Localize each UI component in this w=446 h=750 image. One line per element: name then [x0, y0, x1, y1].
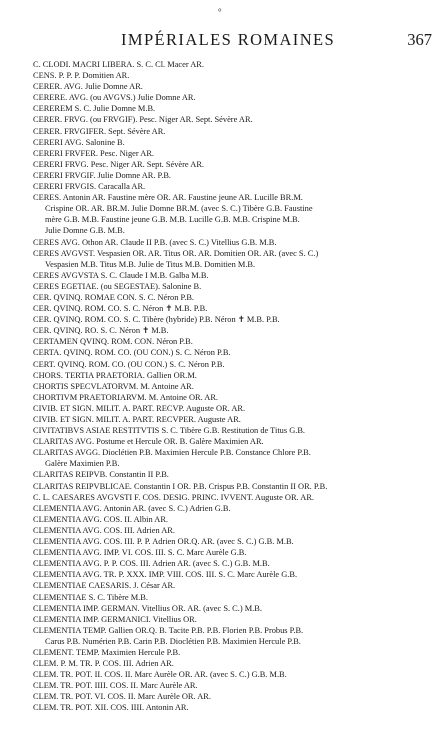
entry: CHORTIS SPECVLATORVM. M. Antoine AR.	[33, 381, 194, 391]
entry: CERERI AVG. Salonine B.	[33, 137, 125, 147]
entry: CER. QVINQ. ROM. CO. S. C. Néron ✝ M.B. P.B.	[33, 304, 208, 314]
entry: CLEMENT. TEMP. Maximien Hercule P.B.	[33, 647, 181, 657]
entry: CLEM. TR. POT. VI. COS. II. Marc Aurèle OR. AR.	[33, 692, 211, 702]
entry: CLEMENTIAE S. C. Tibère M.B.	[33, 592, 148, 602]
entry: CER. QVINQ. ROM. CO. S. C. Tibère (hybride) P.B. Néron ✝ M.B. P.B.	[33, 315, 280, 325]
entry: CENS. P. P. P. Domitien AR.	[33, 71, 130, 81]
entry: CERERI FRVGIF. Julie Domne AR. P.B.	[33, 170, 172, 180]
entry-continuation: Carus P.B. Numérien P.B. Carin P.B. Dioclétien P.B. Maximien Hercule P.B.	[45, 636, 301, 646]
entry: CLEMENTIA AVG. Antonin AR. (avec S. C.) Adrien G.B.	[33, 503, 231, 513]
entry: CLEMENTIA AVG. P. P. COS. III. Adrien AR. (avec S. C.) G.B. M.B.	[33, 559, 270, 569]
entry: CER. QVINQ. RO. S. C. Néron ✝ M.B.	[33, 326, 169, 336]
entry: CERERI FRVFER. Pesc. Niger AR.	[33, 148, 155, 158]
entry: CIVIB. ET SIGN. MILIT. A. PART. RECVPER. Auguste AR.	[33, 415, 241, 424]
entry: CIVIB. ET SIGN. MILIT. A. PART. RECVP. Auguste OR. AR.	[33, 403, 246, 413]
entry: CER. QVINQ. ROMAE CON. S. C. Néron P.B.	[33, 292, 194, 302]
entry: CIVITATIBVS ASIAE RESTITVTIS S. C. Tibère G.B. Restitution de Titus G.B.	[33, 426, 306, 436]
entry-continuation: mère G.B. M.B. Faustine jeune G.B. M.B. Lucille G.B. M.B. Crispine M.B.	[45, 215, 300, 225]
entry: CERER. AVG. Julie Domne AR.	[33, 82, 143, 92]
entry-continuation: Crispine OR. AR. BR.M. Julie Domne BR.M. (avec S. C.) Tibère G.B. Faustine	[45, 204, 313, 214]
entry: CEREREM S. C. Julie Domne M.B.	[33, 104, 156, 114]
entry: CLEMENTIA TEMP. Gallien OR.Q. B. Tacite P.B. P.B. Florien P.B. Probus P.B.	[33, 625, 304, 635]
entry-continuation: Julie Domne G.B. M.B.	[45, 226, 125, 236]
entry: CERES AVGVST. Vespasien OR. AR. Titus OR. AR. Domitien OR. AR. (avec S. C.)	[33, 248, 319, 258]
entry: CERERE. AVG. (ou AVGVS.) Julie Domne AR.	[33, 93, 196, 103]
entry-continuation: Galère Maximien P.B.	[45, 459, 120, 469]
page-number: 367	[407, 30, 432, 49]
entry: CLARITAS AVGG. Dioclétien P.B. Maximien Hercule P.B. Constance Chlore P.B.	[33, 448, 311, 458]
entry: CERERI FRVGIS. Caracalla AR.	[33, 182, 146, 192]
entry: CLEMENTIA IMP. GERMANICI. Vitellius OR.	[33, 614, 197, 624]
entry: CLEMENTIA AVG. COS. III. Adrien AR.	[33, 525, 175, 535]
entry: CHORS. TERTIA PRAETORIA. Gallien OR.M.	[33, 370, 197, 380]
running-title: IMPÉRIALES ROMAINES	[121, 30, 336, 49]
entry: CLEM. P. M. TR. P. COS. III. Adrien AR.	[33, 659, 174, 669]
entry: CLARITAS REIPVB. Constantin II P.B.	[33, 470, 169, 480]
entry: CLEM. TR. POT. II. COS. II. Marc Aurèle OR. AR. (avec S. C.) G.B. M.B.	[33, 670, 287, 680]
entry: CLEMENTIA IMP. GERMAN. Vitellius OR. AR. (avec S. C.) M.B.	[33, 603, 262, 613]
entry: C. CLODI. MACRI LIBERA. S. C. Cl. Macer AR.	[33, 60, 204, 69]
entry: CLEM. TR. POT. XII. COS. IIII. Antonin AR.	[33, 703, 189, 713]
entry: CLEM. TR. POT. IIII. COS. II. Marc Aurèle AR.	[33, 681, 198, 691]
entry: CERT. QVINQ. ROM. CO. (OU CON.) S. C. Néron P.B.	[33, 359, 225, 369]
entry-list	[33, 59, 433, 714]
entry: CERES. Antonin AR. Faustine mère OR. AR. Faustine jeune AR. Lucille BR.M.	[33, 193, 303, 203]
entry: CERTAMEN QVINQ. ROM. CON. Néron P.B.	[33, 337, 193, 347]
entry-continuation: Vespasien M.B. Titus M.B. Julie de Titus M.B. Domitien M.B.	[45, 259, 256, 269]
entry: CLEMENTIA AVG. TR. P. XXX. IMP. VIII. COS. III. S. C. Marc Aurèle G.B.	[33, 570, 298, 580]
entry: CHORTIVM PRAETORIARVM. M. Antoine OR. AR.	[33, 392, 219, 402]
entry: CERER. FRVG. (ou FRVGIF). Pesc. Niger AR. Sept. Sévère AR.	[33, 115, 253, 125]
entry: CERTA. QVINQ. ROM. CO. (OU CON.) S. C. Néron P.B.	[33, 348, 231, 358]
entry: CERER. FRVGIFER. Sept. Sévère AR.	[33, 126, 166, 136]
entry: CERES EGETIAE. (ou SEGESTAE). Salonine B.	[33, 281, 202, 291]
entry: CLARITAS AVG. Postume et Hercule OR. B. Galère Maximien AR.	[33, 437, 264, 447]
entry: CERES AVG. Othon AR. Claude II P.B. (avec S. C.) Vitellius G.B. M.B.	[33, 237, 277, 247]
entry: CERERI FRVG. Pesc. Niger AR. Sept. Sévère AR.	[33, 159, 205, 169]
entry: CLEMENTIA AVG. COS. III. P. P. Adrien OR.Q. AR. (avec S. C.) G.B. M.B.	[33, 537, 294, 547]
entry: C. L. CAESARES AVGVSTI F. COS. DESIG. PRINC. IVVENT. Auguste OR. AR.	[33, 492, 315, 502]
entry: CLEMENTIA AVG. IMP. VI. COS. III. S. C. Marc Aurèle G.B.	[33, 548, 247, 558]
entry: CLEMENTIAE CAESARIS. J. César AR.	[33, 581, 176, 591]
entry: CLEMENTIA AVG. COS. II. Albin AR.	[33, 514, 169, 524]
small-mark: °	[218, 7, 222, 17]
entry: CERES AVGVSTA S. C. Claude I M.B. Galba M.B.	[33, 270, 209, 280]
entry: CLARITAS REIPVBLICAE. Constantin I OR. P.B. Crispus P.B. Constantin II OR. P.B.	[33, 481, 328, 491]
page-header	[0, 30, 446, 50]
